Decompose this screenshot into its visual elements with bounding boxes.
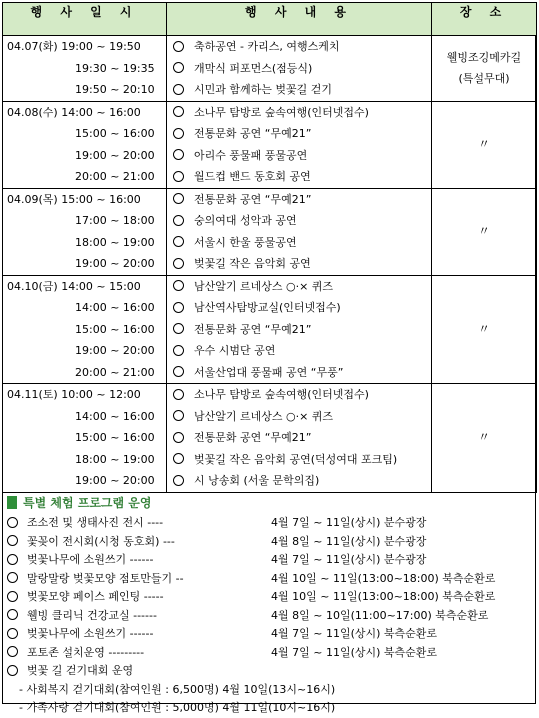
event-text: 아리수 풍물패 풍물공연 <box>194 148 308 162</box>
event-text: 벚꽃길 작은 음악회 공연(덕성여대 포크팀) <box>194 452 398 466</box>
circle-bullet-icon <box>7 535 18 546</box>
walking-event-detail: - 사회복지 걷기대회(참여인원 : 6,500명) 4월 10일(13시~16시) <box>19 682 336 696</box>
place-ditto-mark: 〃 <box>477 137 490 151</box>
event-text: 전통문화 공연 “무예21” <box>194 127 312 140</box>
program-schedule-place: 4월 10일 ~ 11일(13:00~18:00) 북측순환로 <box>271 571 496 585</box>
event-text: 축하공연 - 카리스, 여행스케치 <box>194 40 340 53</box>
event-text: 소나무 탐방로 숲속여행(인터넷접수) <box>194 105 369 119</box>
day-row <box>3 188 537 275</box>
circle-bullet-icon <box>173 193 184 204</box>
place-ditto-mark: 〃 <box>477 430 490 445</box>
day-time-cell <box>3 101 167 188</box>
place-ditto-mark: 〃 <box>477 321 490 336</box>
day-row <box>3 384 537 493</box>
day-content-cell <box>167 384 432 493</box>
day-place-cell <box>432 188 537 275</box>
day-content-cell <box>167 188 432 275</box>
time-text: 15:00 ~ 16:00 <box>75 322 155 336</box>
time-text: 14:00 ~ 16:00 <box>75 301 155 314</box>
day-row <box>3 36 537 102</box>
place-text: (특설무대) <box>458 72 510 86</box>
time-text: 20:00 ~ 21:00 <box>75 170 155 183</box>
day-place-cell <box>432 275 537 384</box>
event-item <box>167 470 431 492</box>
special-program-item <box>3 644 533 663</box>
event-item <box>167 232 431 254</box>
circle-bullet-icon <box>173 171 184 182</box>
special-program-item <box>3 607 533 626</box>
event-text: 서울시 한울 풍물공연 <box>194 235 297 249</box>
special-program-section <box>3 492 533 718</box>
time-text: 14:00 ~ 16:00 <box>75 409 155 423</box>
special-program-item <box>3 625 533 644</box>
circle-bullet-icon <box>173 323 184 334</box>
time-text: 04.10(금) 14:00 ~ 15:00 <box>7 279 141 293</box>
special-program-item <box>3 533 533 552</box>
event-item <box>167 276 431 298</box>
circle-bullet-icon <box>173 453 184 464</box>
circle-bullet-icon <box>7 646 18 657</box>
circle-bullet-icon <box>173 128 184 139</box>
event-item <box>167 36 431 58</box>
circle-bullet-icon <box>173 236 184 247</box>
time-text: 19:00 ~ 20:00 <box>75 344 155 357</box>
day-time-cell <box>3 36 167 102</box>
time-text: 19:00 ~ 20:00 <box>75 474 155 487</box>
event-item <box>167 449 431 471</box>
circle-bullet-icon <box>7 554 18 565</box>
program-name: 벚꽃나무에 소원쓰기 ------ <box>27 553 154 566</box>
special-program-item <box>3 551 533 570</box>
circle-bullet-icon <box>173 215 184 226</box>
special-program-title <box>3 492 533 514</box>
program-schedule-place: 4월 7일 ~ 11일(상시) 북측순환로 <box>271 627 438 640</box>
event-item <box>167 166 431 188</box>
circle-bullet-icon <box>173 432 184 443</box>
event-item <box>167 253 431 275</box>
header-event-content: 행 사 내 용 <box>167 3 432 36</box>
time-text: 19:50 ~ 20:10 <box>75 83 155 96</box>
event-text: 남산알기 르네상스 ○·× 퀴즈 <box>194 409 334 423</box>
event-schedule-table <box>2 2 537 493</box>
time-text: 04.07(화) 19:00 ~ 19:50 <box>7 40 141 53</box>
program-schedule-place: 4월 8일 ~ 10일(11:00~17:00) 북측순환로 <box>271 608 489 622</box>
event-text: 월드컵 밴드 동호회 공연 <box>194 170 311 183</box>
event-text: 숭의여대 성악과 공연 <box>194 214 297 227</box>
time-text: 19:00 ~ 20:00 <box>75 257 155 270</box>
circle-bullet-icon <box>173 345 184 356</box>
program-schedule-place: 4월 7일 ~ 11일(상시) 분수광장 <box>271 553 427 566</box>
event-item <box>167 210 431 232</box>
event-text: 시 낭송회 (서울 문학의집) <box>194 474 320 487</box>
day-row <box>3 101 537 188</box>
event-item <box>167 427 431 449</box>
program-schedule-place: 4월 7일 ~ 11일(상시) 분수광장 <box>271 516 427 529</box>
program-name: 말랑말랑 벚꽃모양 점토만들기 -- <box>27 571 184 585</box>
event-text: 개막식 퍼포먼스(점등식) <box>194 61 313 75</box>
circle-bullet-icon <box>173 258 184 269</box>
header-date-time: 행 사 일 시 <box>3 3 167 36</box>
circle-bullet-icon <box>7 609 18 620</box>
event-text: 남산알기 르네상스 ○·× 퀴즈 <box>194 279 334 293</box>
program-name: 조소전 및 생태사진 전시 ---- <box>27 516 164 529</box>
event-item <box>167 58 431 80</box>
event-item <box>167 189 431 211</box>
event-item <box>167 340 431 362</box>
time-text: 17:00 ~ 18:00 <box>75 214 155 227</box>
time-text: 19:30 ~ 19:35 <box>75 61 155 75</box>
day-time-cell <box>3 188 167 275</box>
program-name: 벚꽃모양 페이스 페인팅 ----- <box>27 590 164 603</box>
day-content-cell <box>167 101 432 188</box>
circle-bullet-icon <box>173 149 184 160</box>
circle-bullet-icon <box>173 106 184 117</box>
event-item <box>167 362 431 384</box>
circle-bullet-icon <box>7 665 18 676</box>
program-schedule-place: 4월 10일 ~ 11일(13:00~18:00) 북측순환로 <box>271 590 496 603</box>
circle-bullet-icon <box>173 62 184 73</box>
circle-bullet-icon <box>7 591 18 602</box>
schedule-body <box>3 36 537 493</box>
day-place-cell <box>432 384 537 493</box>
day-time-cell <box>3 275 167 384</box>
event-item <box>167 123 431 145</box>
place-ditto-mark: 〃 <box>477 224 490 238</box>
day-row <box>3 275 537 384</box>
special-program-list <box>3 514 533 681</box>
table-header-row <box>3 3 537 36</box>
header-place: 장 소 <box>432 3 537 36</box>
circle-bullet-icon <box>173 389 184 400</box>
event-text: 전통문화 공연 “무예21” <box>194 322 312 336</box>
event-text: 서울산업대 풍물패 공연 “무풍” <box>194 365 344 379</box>
event-text: 벚꽃길 작은 음악회 공연 <box>194 257 311 270</box>
event-item <box>167 145 431 167</box>
circle-bullet-icon <box>173 280 184 291</box>
event-text: 전통문화 공연 “무예21” <box>194 431 312 444</box>
event-text: 전통문화 공연 “무예21” <box>194 192 312 206</box>
day-content-cell <box>167 275 432 384</box>
day-content-cell <box>167 36 432 102</box>
program-name: 웰빙 클리닉 건강교실 ------ <box>27 608 157 622</box>
circle-bullet-icon <box>7 628 18 639</box>
circle-bullet-icon <box>173 302 184 313</box>
day-time-cell <box>3 384 167 493</box>
event-item <box>167 102 431 124</box>
circle-bullet-icon <box>173 475 184 486</box>
time-text: 15:00 ~ 16:00 <box>75 431 155 444</box>
time-text: 18:00 ~ 19:00 <box>75 235 155 249</box>
event-item <box>167 384 431 406</box>
time-text: 15:00 ~ 16:00 <box>75 127 155 140</box>
program-name: 꽃꽂이 전시회(시청 동호회) --- <box>27 534 175 548</box>
circle-bullet-icon <box>173 366 184 377</box>
time-text: 20:00 ~ 21:00 <box>75 365 155 379</box>
event-text: 남산역사탐방교실(인터넷접수) <box>194 301 341 314</box>
program-name: 벚꽃 길 걷기대회 운영 <box>27 664 134 677</box>
circle-bullet-icon <box>173 41 184 52</box>
time-text: 04.09(목) 15:00 ~ 16:00 <box>7 192 141 206</box>
special-program-item <box>3 570 533 589</box>
circle-bullet-icon <box>7 572 18 583</box>
special-program-item <box>3 662 533 681</box>
time-text: 18:00 ~ 19:00 <box>75 452 155 466</box>
special-program-item <box>3 514 533 533</box>
event-text: 우수 시범단 공연 <box>194 344 276 357</box>
time-text: 04.08(수) 14:00 ~ 16:00 <box>7 105 141 119</box>
day-place-cell <box>432 36 537 102</box>
circle-bullet-icon <box>173 84 184 95</box>
event-text: 소나무 탐방로 숲속여행(인터넷접수) <box>194 388 369 401</box>
event-item <box>167 319 431 341</box>
time-text: 04.11(토) 10:00 ~ 12:00 <box>7 388 141 401</box>
day-place-cell <box>432 101 537 188</box>
special-program-title-text: 특별 체험 프로그램 운영 <box>23 496 152 510</box>
time-text: 19:00 ~ 20:00 <box>75 148 155 162</box>
special-program-item <box>3 588 533 607</box>
green-bullet-icon <box>7 496 17 509</box>
event-text: 시민과 함께하는 벚꽃길 걷기 <box>194 83 333 96</box>
place-text: 웰빙조깅메카길 <box>446 51 522 65</box>
event-item <box>167 297 431 319</box>
program-name: 포토존 설치운영 --------- <box>27 645 145 659</box>
circle-bullet-icon <box>7 517 18 528</box>
program-name: 벚꽃나무에 소원쓰기 ------ <box>27 627 154 640</box>
event-item <box>167 406 431 428</box>
circle-bullet-icon <box>173 410 184 421</box>
event-item <box>167 79 431 101</box>
walking-event-detail: - 가족사랑 걷기대회(참여인원 : 5,000명) 4월 11일(10시~16시) <box>19 701 336 714</box>
program-schedule-place: 4월 7일 ~ 11일(상시) 북측순환로 <box>271 645 438 659</box>
program-schedule-place: 4월 8일 ~ 11일(상시) 분수광장 <box>271 534 427 548</box>
walking-event-sublist <box>3 681 533 718</box>
